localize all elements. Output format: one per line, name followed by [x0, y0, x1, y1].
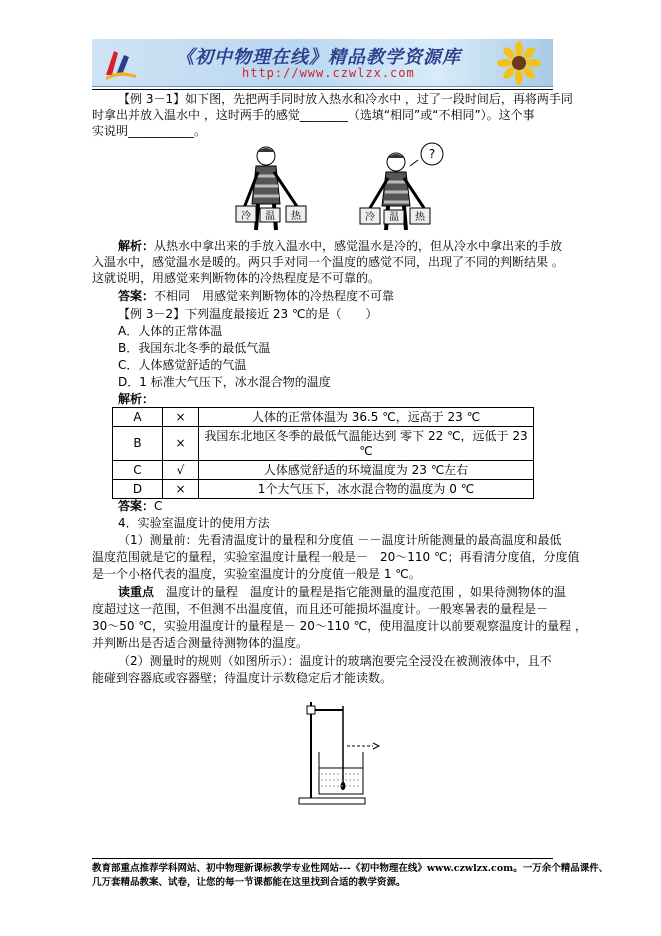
table-row	[113, 408, 534, 427]
table-row	[113, 427, 534, 461]
hands-in-water-illustration	[228, 142, 328, 234]
row-mark: ×	[163, 480, 199, 499]
example1-line3: 实说明___________。	[92, 124, 207, 138]
header-rule	[92, 89, 553, 90]
example2-answer	[118, 498, 588, 514]
row-text: 我国东北地区冬季的最低气温能达到 零下 22 ℃，远低于 23 ℃	[199, 427, 534, 461]
answer-label: 答案：	[118, 499, 155, 513]
left-label-hot: 热	[291, 211, 301, 222]
right-label-hot: 热	[415, 212, 425, 223]
option-b: B．我国东北冬季的最低气温	[118, 341, 271, 355]
footer-line2: 几万套精品教案、试卷，让您的每一节课都能在这里找到合适的教学资源。	[92, 877, 406, 888]
site-logo	[102, 45, 138, 81]
right-label-warm: 温	[389, 212, 399, 223]
table-row	[113, 480, 534, 499]
section4-focus-line3: 30～50 ℃，实验用温度计的量程是－ 20～110 ℃，使用温度计以前要观察温度计的量程 ，	[92, 619, 587, 633]
row-option: B	[113, 427, 163, 461]
hands-confused-illustration	[348, 142, 448, 234]
thermometer-apparatus-diagram	[297, 698, 387, 808]
section4-p1-line3: 是一个小格代表的温度，实验室温度计的分度值一般是 1 ℃。	[92, 567, 421, 581]
row-text: 1个大气压下，冰水混合物的温度为 0 ℃	[199, 480, 534, 499]
banner-url[interactable]: http://www.czwlzx.com	[242, 66, 415, 80]
row-text: 人体的正常体温为 36.5 ℃，远高于 23 ℃	[199, 408, 534, 427]
example1-analysis-line3: 这就说明，用感觉来判断物体的冷热程度是不可靠的。	[92, 271, 381, 285]
example1-line1: 【例 3－1】如下图，先把两手同时放入热水和冷水中 ，过了一段时间后，再将两手同	[118, 92, 573, 106]
section4-p1-line2: 温度范围就是它的量程，实验室温度计量程一般是－ 20～110 ℃；再看清分度值，分度值	[92, 550, 580, 564]
option-a: A．人体的正常体温	[118, 324, 223, 338]
row-mark: ×	[163, 427, 199, 461]
row-mark: ×	[163, 408, 199, 427]
focus-text: 温度计的量程 温度计的量程是指它能测量的温度范围 ，如果待测物体的温	[154, 585, 566, 599]
row-text: 人体感觉舒适的环境温度为 23 ℃左右	[199, 461, 534, 480]
section4-p1-line1: （1）测量前：先看清温度计的量程和分度值 －－温度计所能测量的最高温度和最低	[118, 533, 562, 547]
section4-p2-line2: 能碰到容器底或容器壁；待温度计示数稳定后才能读数。	[92, 671, 393, 685]
section4-heading: 4．实验室温度计的使用方法	[118, 516, 270, 530]
example2-analysis-label: 解析：	[118, 392, 155, 406]
header-banner	[92, 39, 553, 87]
analysis-text: 从热水中拿出来的手放入温水中，感觉温水是冷的，但从冷水中拿出来的手放	[154, 239, 563, 253]
analysis-table	[112, 407, 534, 499]
option-c: C．人体感觉舒适的气温	[118, 358, 247, 372]
example1-analysis-line2: 入温水中，感觉温水是暖的。两只手对同一个温度的感觉不同，出现了不同的判断结果 。	[92, 255, 564, 269]
row-option: A	[113, 408, 163, 427]
answer-label: 答案：	[118, 289, 155, 303]
row-option: D	[113, 480, 163, 499]
footer-rule	[92, 858, 553, 859]
example1-line2: 时拿出并放入温水中 ，这时两手的感觉________（选填“相同”或“不相同”）。这个事	[92, 108, 535, 122]
option-d: D．1 标准大气压下，冰水混合物的温度	[118, 375, 331, 389]
example1-answer	[118, 288, 588, 304]
example1-analysis-line1	[118, 238, 588, 254]
left-label-cold: 冷	[241, 211, 251, 222]
analysis-label: 解析：	[118, 239, 155, 253]
footer	[92, 862, 609, 890]
sunflower-icon	[489, 41, 549, 85]
answer-text: 不相同 用感觉来判断物体的冷热程度不可靠	[154, 289, 395, 303]
left-label-warm: 温	[265, 211, 275, 222]
table-row	[113, 461, 534, 480]
section4-focus-line1	[118, 584, 588, 600]
question-mark: ?	[428, 147, 436, 161]
section4-p2-line1: （2）测量时的规则（如图所示）：温度计的玻璃泡要完全浸没在被测液体中，且不	[118, 654, 552, 668]
answer-text: C	[154, 499, 163, 513]
section4-focus-line2: 度超过这一范围，不但测不出温度值，而且还可能损坏温度计。一般寒暑表的量程是－	[92, 602, 549, 616]
focus-label: 读重点	[118, 585, 155, 599]
row-mark: √	[163, 461, 199, 480]
right-label-cold: 冷	[365, 212, 375, 223]
example2-question: 【例 3－2】下列温度最接近 23 ℃的是（ ）	[118, 307, 378, 321]
footer-line1: 教育部重点推荐学科网站、初中物理新课标教学专业性网站---《初中物理在线》www.czwlzx.com。一万余个精品课件、	[92, 863, 609, 874]
banner-title: 《初中物理在线》精品教学资源库	[176, 47, 461, 68]
section4-focus-line4: 并判断出是否适合测量待测物体的温度。	[92, 636, 309, 650]
row-option: C	[113, 461, 163, 480]
